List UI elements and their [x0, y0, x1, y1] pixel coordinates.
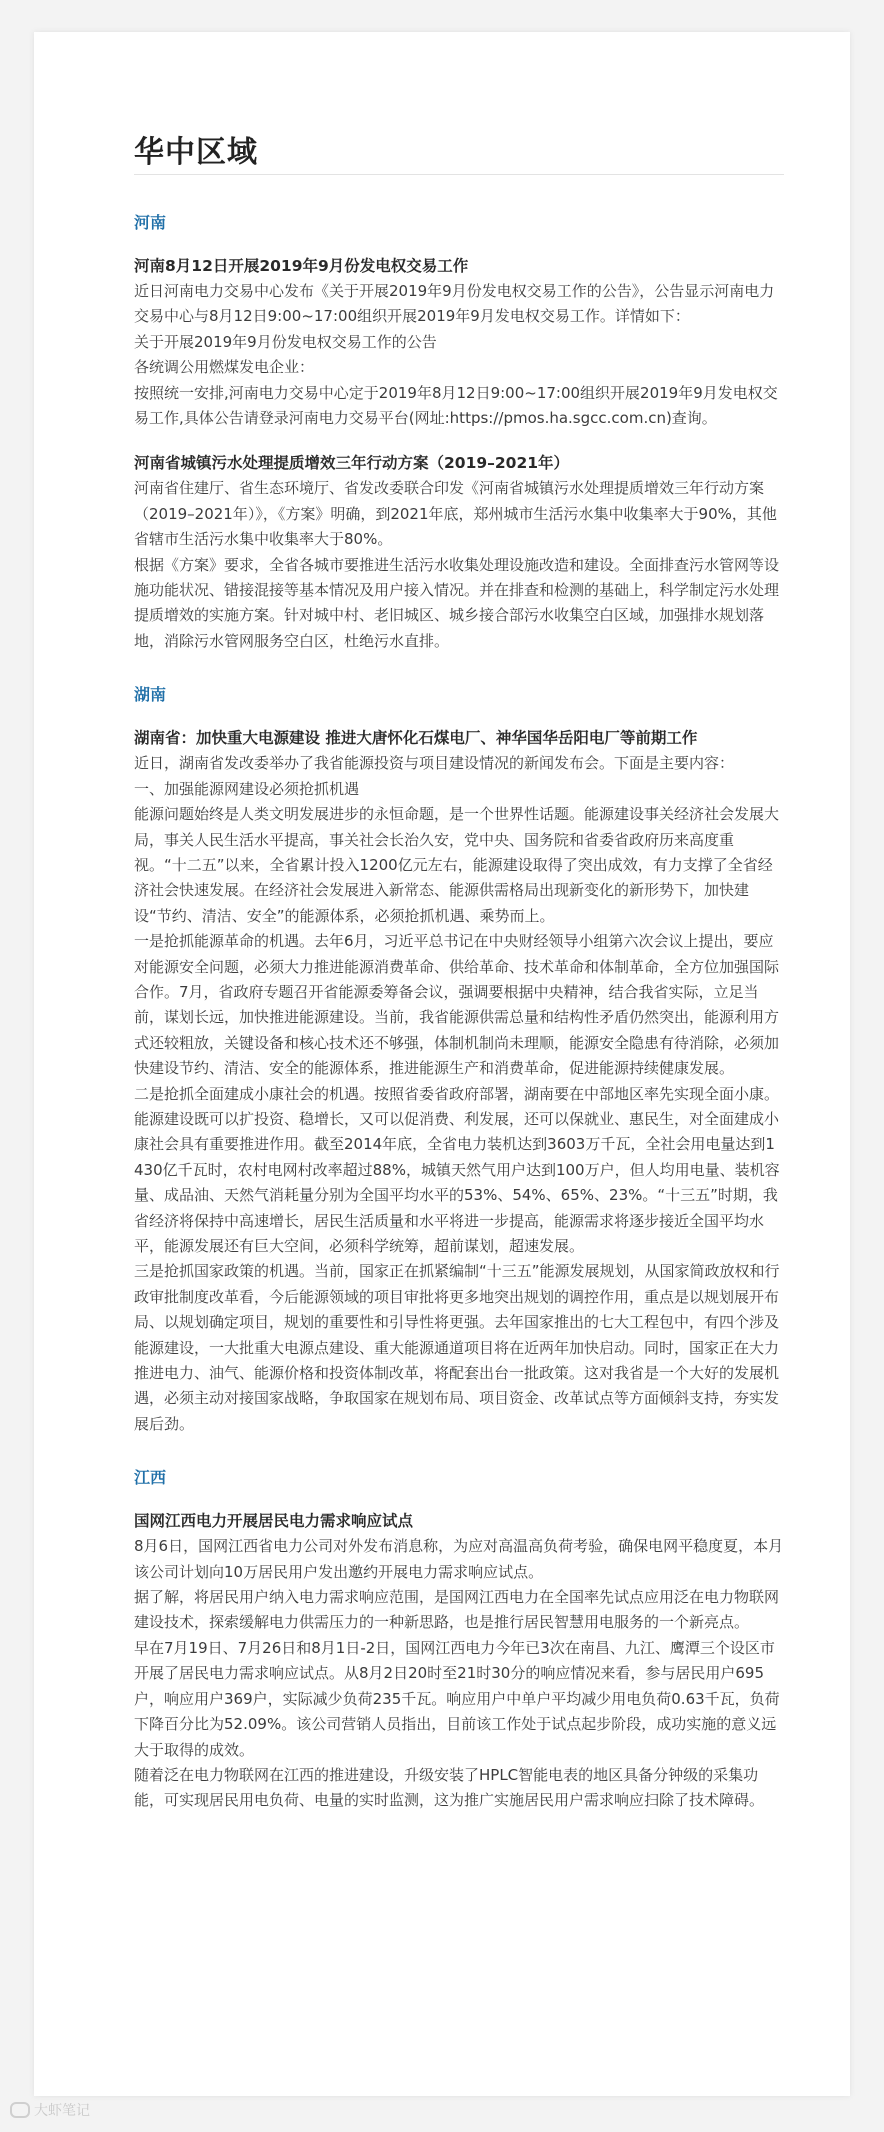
article-title-henan-1[interactable]: 河南8月12日开展2019年9月份发电权交易工作 — [134, 257, 469, 275]
paragraph: 一是抢抓能源革命的机遇。去年6月，习近平总书记在中央财经领导小组第六次会议上提出，要应对能源安全问题，必须大力推进能源消费革命、供给革命、技术革命和体制革命，全方位加强国际合作。7月，省政府专题召开省能源委筹备会议，强调要根据中央精神，结合我省实际，立足当前，谋划长远，加快推进能源建设。当前，我省能源供需总量和结构性矛盾仍然突出，能源利用方式还较粗放，关键设备和核心技术还不够强，体制机制尚未理顺，能源安全隐患有待消除，必须加快建设节约、清洁、安全的能源体系，推进能源生产和消费革命，促进能源持续健康发展。 — [134, 932, 780, 1078]
paragraph: 能源问题始终是人类文明发展进步的永恒命题，是一个世界性话题。能源建设事关经济社会发展大局，事关人民生活水平提高，事关社会长治久安，党中央、国务院和省委省政府历来高度重视。“十二五”以来，全省累计投入1200亿元左右，能源建设取得了突出成效，有力支撑了全省经济社会快速发展。在经济社会发展进入新常态、能源供需格局出现新变化的新形势下，加快建设“节约、清洁、安全”的能源体系，必须抢抓机遇、乘势而上。 — [134, 805, 780, 925]
watermark-text: 大虾笔记 — [34, 2102, 90, 2118]
article-card — [34, 32, 850, 2096]
page-title: 华中区域 — [134, 135, 258, 170]
paragraph: 据了解，将居民用户纳入电力需求响应范围，是国网江西电力在全国率先试点应用泛在电力物联网建设技术，探索缓解电力供需压力的一种新思路，也是推行居民智慧用电服务的一个新亮点。 — [134, 1588, 780, 1632]
paragraph: 三是抢抓国家政策的机遇。当前，国家正在抓紧编制“十三五”能源发展规划，从国家简政放权和行政审批制度改革看，今后能源领域的项目审批将更多地突出规划的调控作用，重点是以规划展开布局、以规划确定项目，规划的重要性和引导性将更强。去年国家推出的七大工程包中，有四个涉及能源建设，一大批重大电源点建设、重大能源通道项目将在近两年加快启动。同时，国家正在大力推进电力、油气、能源价格和投资体制改革，将配套出台一批政策。这对我省是一个大好的发展机遇，必须主动对接国家战略，争取国家在规划布局、项目资金、改革试点等方面倾斜支持，夯实发展后劲。 — [134, 1262, 780, 1433]
paragraph: 各统调公用燃煤发电企业： — [134, 358, 315, 377]
title-divider — [134, 174, 784, 175]
paragraph: 按照统一安排,河南电力交易中心定于2019年8月12日9:00~17:00组织开展2019年9月发电权交易工作,具体公告请登录河南电力交易平台(网址:https://pmos.ha.sgcc.com.cn)查询。 — [134, 383, 778, 428]
spacer — [134, 431, 784, 451]
watermark — [10, 2100, 90, 2120]
paragraph: 近日，湖南省发改委举办了我省能源投资与项目建设情况的新闻发布会。下面是主要内容： — [134, 754, 735, 773]
paragraph: 关于开展2019年9月份发电权交易工作的公告 — [134, 332, 437, 351]
article-title-jiangxi-1[interactable]: 国网江西电力开展居民电力需求响应试点 — [134, 1512, 414, 1531]
region-heading-hunan: 湖南 — [134, 685, 167, 705]
paragraph: 根据《方案》要求，全省各城市要推进生活污水收集处理设施改造和建设。全面排查污水管网等设施功能状况、错接混接等基本情况及用户接入情况。并在排查和检测的基础上，科学制定污水处理提质增效的实施方案。针对城中村、老旧城区、城乡接合部污水收集空白区域，加强排水规划落地，消除污水管网服务空白区，杜绝污水直排。 — [134, 555, 780, 650]
paragraph: 随着泛在电力物联网在江西的推进建设，升级安装了HPLC智能电表的地区具备分钟级的采集功能，可实现居民用电负荷、电量的实时监测，这为推广实施居民用户需求响应扫除了技术障碍。 — [134, 1765, 765, 1810]
paragraph: 近日河南电力交易中心发布《关于开展2019年9月份发电权交易工作的公告》，公告显示河南电力交易中心与8月12日9:00~17:00组织开展2019年9月发电权交易工作。详情如下： — [134, 282, 775, 326]
article-title-hunan-1[interactable]: 湖南省：加快重大电源建设 推进大唐怀化石煤电厂、神华国华岳阳电厂等前期工作 — [134, 729, 698, 748]
paragraph: 早在7月19日、7月26日和8月1日-2日，国网江西电力今年已3次在南昌、九江、鹰潭三个设区市开展了居民电力需求响应试点。从8月2日20时至21时30分的响应情况来看，参与居民用户695户，响应用户369户，实际减少负荷235千瓦。响应用户中单户平均减少用电负荷0.63千瓦，负荷下降百分比为52.09%。该公司营销人员指出，目前该工作处于试点起步阶段，成功实施的意义远大于取得的成效。 — [134, 1638, 780, 1759]
article-flow — [134, 210, 784, 1814]
article-title-henan-2[interactable]: 河南省城镇污水处理提质增效三年行动方案（2019–2021年） — [134, 454, 570, 473]
paragraph: 一、加强能源网建设必须抢抓机遇 — [134, 779, 360, 798]
paragraph: 二是抢抓全面建成小康社会的机遇。按照省委省政府部署，湖南要在中部地区率先实现全面小康。能源建设既可以扩投资、稳增长，又可以促消费、利发展，还可以保就业、惠民生，对全面建成小康社会具有重要推进作用。截至2014年底，全省电力装机达到3603万千瓦，全社会用电量达到1430亿千瓦时，农村电网村改率超过88%，城镇天然气用户达到100万户，但人均用电量、装机容量、成品油、天然气消耗量分别为全国平均水平的53%、54%、65%、23%。“十三五”时期，我省经济将保持中高速增长，居民生活质量和水平将进一步提高，能源需求将逐步接近全国平均水平，能源发展还有巨大空间，必须科学统筹，超前谋划，超速发展。 — [134, 1084, 780, 1255]
watermark-icon — [10, 2102, 30, 2118]
spacer — [134, 654, 784, 670]
paragraph: 8月6日，国网江西省电力公司对外发布消息称，为应对高温高负荷考验，确保电网平稳度夏，本月该公司计划向10万居民用户发出邀约开展电力需求响应试点。 — [134, 1537, 784, 1581]
paragraph: 河南省住建厅、省生态环境厅、省发改委联合印发《河南省城镇污水处理提质增效三年行动方案（2019–2021年）》，《方案》明确，到2021年底，郑州城市生活污水集中收集率大于90%，其他省辖市生活污水集中收集率大于80%。 — [134, 479, 777, 549]
region-heading-henan: 河南 — [134, 213, 167, 232]
region-heading-jiangxi: 江西 — [134, 1468, 167, 1488]
spacer — [134, 1437, 784, 1453]
